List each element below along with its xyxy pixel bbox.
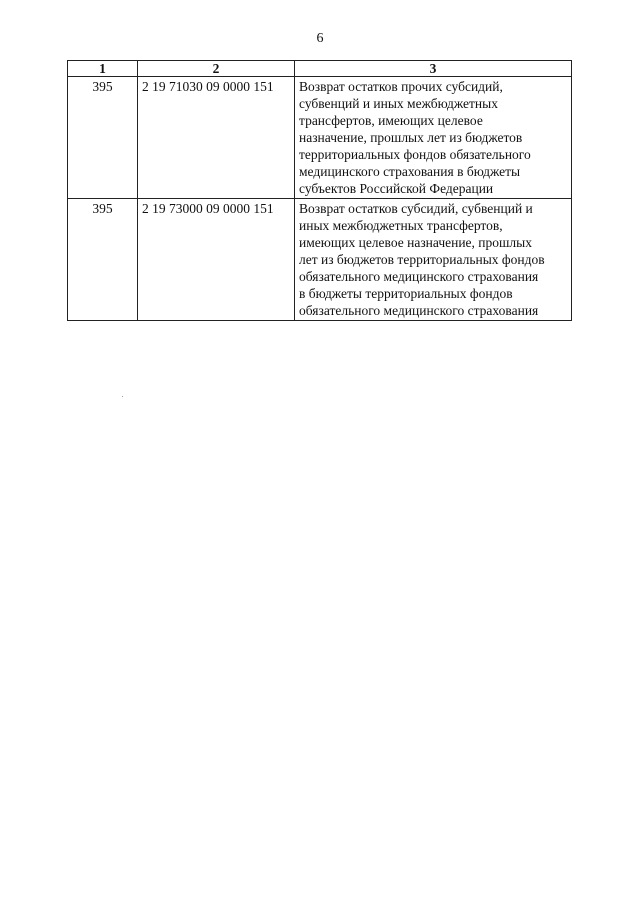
table-header-row [68, 61, 572, 77]
header-col-3: 3 [295, 61, 572, 77]
scan-speck [122, 396, 123, 397]
description-cell [295, 77, 572, 199]
description-line: трансфертов, имеющих целевое [299, 113, 483, 128]
description-line: обязательного медицинского страхования [299, 269, 539, 284]
header-col-1: 1 [68, 61, 138, 77]
admin-code-cell: 395 [68, 199, 138, 321]
description-line: лет из бюджетов территориальных фондов [299, 252, 545, 267]
table-row [68, 199, 572, 321]
description-line: субвенций и иных межбюджетных [299, 96, 498, 111]
page-number: 6 [316, 31, 324, 46]
description-line: Возврат остатков субсидий, субвенций и [299, 201, 533, 216]
table-row [68, 77, 572, 199]
description-line: Возврат остатков прочих субсидий, [299, 79, 503, 94]
description-line: в бюджеты территориальных фондов [299, 286, 513, 301]
description-line: обязательного медицинского страхования [299, 303, 539, 318]
admin-code-cell: 395 [68, 77, 138, 199]
description-line: имеющих целевое назначение, прошлых [299, 235, 532, 250]
description-cell [295, 199, 572, 321]
description-line: иных межбюджетных трансфертов, [299, 218, 503, 233]
header-col-2: 2 [138, 61, 295, 77]
budget-code-cell: 2 19 71030 09 0000 151 [138, 77, 295, 199]
budget-codes-table [67, 60, 572, 321]
description-line: назначение, прошлых лет из бюджетов [299, 130, 523, 145]
budget-code-cell: 2 19 73000 09 0000 151 [138, 199, 295, 321]
description-line: медицинского страхования в бюджеты [299, 164, 521, 179]
description-line: территориальных фондов обязательного [299, 147, 531, 162]
description-line: субъектов Российской Федерации [299, 181, 494, 196]
